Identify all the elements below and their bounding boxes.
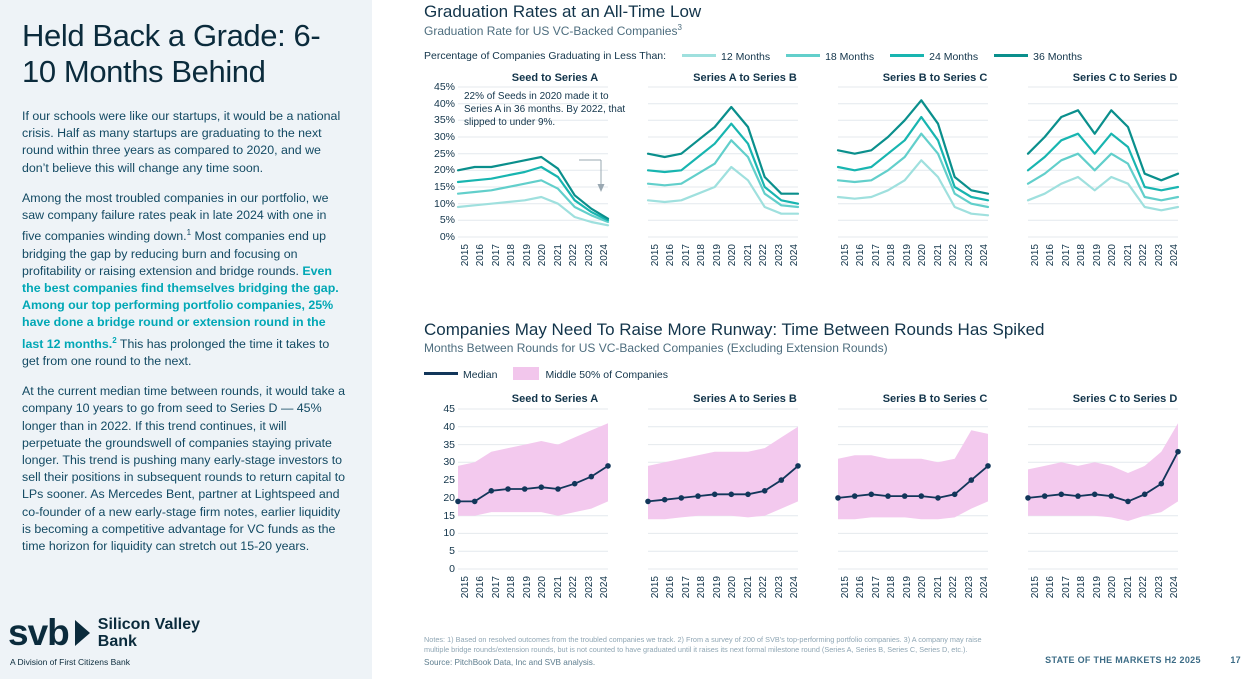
chart2-panel-svg-3	[1028, 409, 1178, 569]
chart1-panel-1	[648, 87, 838, 242]
paragraph-2-part-a: Among the most troubled companies in our portfolio, we saw company failure rates peak in late 2024 with one in five companies winding down.	[22, 190, 329, 244]
chart1-xtick: 2022	[1138, 244, 1150, 267]
chart2-xtick: 2018	[1076, 576, 1088, 599]
chart1-ytick-40: 40%	[433, 97, 455, 110]
chart1-xtick: 2024	[978, 244, 990, 267]
chart2-xlabels-3	[1030, 576, 1220, 598]
chart1-xtick: 2019	[1091, 244, 1103, 267]
source-text: Source: PitchBook Data, Inc and SVB analysis.	[424, 657, 596, 667]
chart2-xtick: 2023	[773, 576, 785, 599]
chart2-xtick: 2023	[963, 576, 975, 599]
chart2-ytick-0: 0	[449, 563, 455, 575]
chart2-xtick: 2017	[870, 576, 882, 599]
chart2-xtick: 2020	[1107, 576, 1119, 599]
chart1-xtick: 2021	[742, 244, 754, 267]
chart2-xtick: 2019	[901, 576, 913, 599]
chart2-xtick: 2018	[886, 576, 898, 599]
chart2-y-axis	[424, 403, 458, 575]
chart2-ytick-20: 20	[443, 491, 455, 504]
chart2-xtick: 2015	[1030, 576, 1041, 599]
chart1-xtick: 2020	[727, 244, 739, 267]
chart2-xtick: 2020	[537, 576, 549, 599]
chart2-xtick: 2015	[460, 576, 471, 599]
chart1-xtick: 2015	[1030, 244, 1041, 267]
paragraph-2-part-c: This has prolonged the time it takes to get from one round to the next.	[22, 336, 330, 368]
chart2-xtick: 2017	[1060, 576, 1072, 599]
footnote-marker-1: 1	[186, 228, 192, 238]
chart2-panel-title-2: Series B to Series C	[882, 393, 988, 405]
footer-deck-title	[1045, 655, 1241, 665]
chart1-panel-3	[1028, 87, 1218, 242]
chart1-xtick: 2018	[696, 244, 708, 267]
chart2-xtick: 2022	[568, 576, 580, 599]
chart1-ytick-5: 5%	[439, 214, 455, 227]
chart2-xtick: 2021	[552, 576, 564, 599]
chart1-xtick: 2017	[680, 244, 692, 267]
chart1-legend-prefix: Percentage of Companies Graduating in Less Than:	[424, 50, 667, 62]
chart1-ytick-25: 25%	[433, 147, 455, 160]
chart1-xtick: 2023	[773, 244, 785, 267]
chart2-xtick: 2022	[1138, 576, 1150, 599]
chart2-panel-3	[1028, 409, 1218, 574]
chart1-xtick: 2023	[1153, 244, 1165, 267]
chart1-xtick: 2022	[758, 244, 770, 267]
chart1-xtick: 2024	[598, 244, 610, 267]
chart2-xlabels-0	[460, 576, 650, 598]
chart1-xtick: 2016	[665, 244, 677, 267]
chart1-xtick: 2021	[932, 244, 944, 267]
chart2-subtitle: Months Between Rounds for US VC-Backed Companies (Excluding Extension Rounds)	[424, 341, 888, 355]
legend-item-24-months	[890, 47, 978, 65]
chart2-xtick: 2017	[680, 576, 692, 599]
chart1-xtick: 2021	[1122, 244, 1134, 267]
chart1-ytick-45: 45%	[433, 81, 455, 93]
chart2-title: Companies May Need To Raise More Runway: Time Between Rounds Has Spiked	[424, 320, 1045, 339]
chart2-ytick-35: 35	[443, 438, 455, 451]
chart1-xtick: 2024	[788, 244, 800, 267]
body-paragraph-3: At the current median time between rounds, it would take a company 10 years to go from seed to Series D — 45% longer than in 2022. If this trend continues, it will perpetuate the groundswell of companies staying private longer. This trend is pushing many early-stage investors to sell their positions in subsequent rounds to return capital to LPs sooner. As Mercedes Bent, partner at Lightspeed and co-founder of a new early-stage firm notes, earlier liquidity is becoming a competitive advantage for VC funds as the time horizon for liquidity can stretch out 15-20 years.	[22, 384, 346, 553]
chart2-ytick-30: 30	[443, 456, 455, 469]
chart1-panel-title-2: Series B to Series C	[882, 72, 988, 84]
chart2-xtick: 2016	[475, 576, 487, 599]
chart1-xtick: 2018	[886, 244, 898, 267]
chart2-panel-title-3: Series C to Series D	[1072, 393, 1178, 405]
paragraph-2-part-b: Most companies end up bridging the gap by reducing burn and focusing on profitability or raising extension and bridge rounds.	[22, 229, 327, 278]
body-paragraph-2	[22, 190, 348, 370]
chart2-panels	[458, 409, 1218, 574]
chart2-xtick: 2021	[742, 576, 754, 599]
chart1-legend	[424, 47, 1244, 65]
chart1-xtick: 2018	[506, 244, 518, 267]
chart2-xtick: 2021	[932, 576, 944, 599]
chart2-xtick: 2019	[711, 576, 723, 599]
chart2-legend	[424, 365, 1244, 383]
page-number: 17	[1230, 655, 1241, 665]
chart1-subtitle-text: Graduation Rate for US VC-Backed Companies	[424, 24, 678, 38]
chart2-xtick: 2024	[978, 576, 990, 599]
chart2-xtick: 2024	[1168, 576, 1180, 599]
chart2-xtick: 2015	[840, 576, 851, 599]
chart2-ytick-40: 40	[443, 420, 455, 433]
chart2-x-axis	[424, 576, 1244, 598]
chart1-title: Graduation Rates at an All-Time Low	[424, 2, 702, 21]
chart1-xtick: 2021	[552, 244, 564, 267]
chart1-xtick: 2015	[650, 244, 661, 267]
chart1-panel-2	[838, 87, 1028, 242]
legend-label-median: Median	[463, 369, 498, 381]
chart2-ytick-45: 45	[443, 403, 455, 415]
chart2-xtick: 2024	[788, 576, 800, 599]
chart2-xtick: 2015	[650, 576, 661, 599]
chart1-xtick: 2023	[963, 244, 975, 267]
chart2-panel-svg-0	[458, 409, 608, 569]
chart2-xtick: 2022	[948, 576, 960, 599]
logo-subtitle: A Division of First Citizens Bank	[10, 657, 130, 667]
chart2-panel-1	[648, 409, 838, 574]
legend-item-18-months	[786, 47, 874, 65]
chart1-panel-svg-2	[838, 87, 988, 237]
logo-name-line-1: Silicon Valley	[97, 615, 201, 633]
chart1-xtick: 2016	[855, 244, 867, 267]
chart1-y-axis	[424, 81, 458, 243]
legend-item-median	[424, 365, 497, 383]
legend-item-36-months	[994, 47, 1082, 65]
chart2-plot-area	[424, 403, 1244, 575]
chart1-xlabels-3	[1030, 244, 1220, 266]
chart2-panel-svg-2	[838, 409, 988, 569]
chart1-xlabels-1	[650, 244, 840, 266]
chart2-xtick: 2016	[855, 576, 867, 599]
chart1-xlabels-2	[840, 244, 1030, 266]
chart-graduation-rates	[424, 2, 1244, 266]
chart1-xtick: 2017	[1060, 244, 1072, 267]
left-sidebar	[0, 0, 372, 679]
paragraph-2-highlight: Even the best companies find themselves bridging the gap. Among our top performing portfolio companies, 25% have done a bridge round or extension round in the last 12 months.	[22, 263, 339, 351]
chart1-xtick: 2022	[948, 244, 960, 267]
chart1-ytick-20: 20%	[433, 164, 455, 177]
chart2-xlabels-1	[650, 576, 840, 598]
logo-arrow-icon	[75, 620, 90, 646]
chart2-panel-title-1: Series A to Series B	[693, 393, 797, 405]
chart2-xtick: 2019	[1091, 576, 1103, 599]
chart2-panel-titles	[424, 393, 1244, 405]
chart2-xtick: 2017	[490, 576, 502, 599]
chart1-xtick: 2019	[711, 244, 723, 267]
chart2-xtick: 2023	[1153, 576, 1165, 599]
logo-row	[8, 614, 348, 651]
chart2-xtick: 2019	[521, 576, 533, 599]
footnotes	[424, 635, 984, 667]
chart1-xtick: 2022	[568, 244, 580, 267]
chart1-xtick: 2015	[460, 244, 471, 267]
chart1-ytick-30: 30%	[433, 131, 455, 143]
chart1-xtick: 2020	[537, 244, 549, 267]
chart1-xtick: 2018	[1076, 244, 1088, 267]
chart2-panel-0	[458, 409, 648, 574]
legend-item-12-months	[682, 47, 770, 65]
chart1-xtick: 2019	[521, 244, 533, 267]
chart1-xtick: 2023	[583, 244, 595, 267]
logo-name	[98, 616, 200, 650]
chart2-ytick-5: 5	[449, 545, 455, 558]
legend-label-middle-50: Middle 50% of Companies	[545, 369, 669, 381]
chart1-x-label-groups	[460, 244, 1220, 266]
chart1-x-axis	[424, 244, 1244, 266]
chart2-xtick: 2016	[1045, 576, 1057, 599]
svb-logo	[8, 614, 348, 667]
chart1-xtick: 2015	[840, 244, 851, 267]
chart1-xlabels-0	[460, 244, 650, 266]
chart2-xtick: 2018	[506, 576, 518, 599]
chart2-xtick: 2018	[696, 576, 708, 599]
chart1-subtitle	[424, 23, 1244, 38]
footnote-marker-2: 2	[112, 335, 117, 345]
chart2-xlabels-2	[840, 576, 1030, 598]
chart2-ytick-25: 25	[443, 474, 455, 487]
chart1-panel-title-0: Seed to Series A	[511, 72, 599, 84]
chart2-ytick-15: 15	[443, 509, 455, 522]
chart1-xtick: 2020	[917, 244, 929, 267]
chart1-ytick-15: 15%	[433, 181, 455, 193]
chart1-xtick: 2020	[1107, 244, 1119, 267]
page-title: Held Back a Grade: 6-10 Months Behind	[22, 18, 321, 89]
footnotes-text: Notes: 1) Based on resolved outcomes from the troubled companies we track. 2) From a survey of 200 of SVB’s top-performing portfolio companies. 3) A company may raise multiple bridge rounds/extension rounds, but is not counted to have graduated until it raises its next formal milestone round (Series A, Series B, Series C, Series D, etc.).	[424, 635, 982, 654]
chart1-xtick: 2024	[1168, 244, 1180, 267]
chart1-ytick-35: 35%	[433, 114, 455, 127]
chart2-panel-svg-1	[648, 409, 798, 569]
chart2-xtick: 2016	[665, 576, 677, 599]
chart2-xtick: 2021	[1122, 576, 1134, 599]
chart2-x-label-groups	[460, 576, 1220, 598]
chart1-annotation: 22% of Seeds in 2020 made it to Series A in 36 months. By 2022, that slipped to under 9%.	[464, 91, 626, 128]
chart2-xtick: 2020	[917, 576, 929, 599]
legend-item-middle-50	[513, 365, 668, 383]
legend-label-36-months: 36 Months	[1033, 51, 1083, 63]
svb-wordmark: svb	[8, 612, 69, 653]
chart1-panel-titles	[424, 72, 1244, 84]
chart-time-between-rounds	[424, 320, 1244, 598]
chart1-xtick: 2016	[475, 244, 487, 267]
chart2-xtick: 2022	[758, 576, 770, 599]
chart2-xtick: 2020	[727, 576, 739, 599]
chart1-subtitle-footnote: 3	[677, 23, 682, 32]
logo-name-line-2: Bank	[97, 632, 137, 650]
chart2-ytick-10: 10	[443, 527, 455, 540]
chart1-xtick: 2017	[490, 244, 502, 267]
chart2-panel-2	[838, 409, 1028, 574]
chart1-ytick-0: 0%	[439, 231, 455, 243]
chart1-panel-title-3: Series C to Series D	[1072, 72, 1178, 84]
chart1-panel-svg-3	[1028, 87, 1178, 237]
right-content	[372, 0, 1255, 679]
chart2-xtick: 2023	[583, 576, 595, 599]
annotation-arrow-icon	[577, 122, 617, 192]
chart1-xtick: 2016	[1045, 244, 1057, 267]
deck-title-text: STATE OF THE MARKETS H2 2025	[1045, 655, 1201, 665]
chart2-panel-title-0: Seed to Series A	[511, 393, 599, 405]
body-paragraph-1: If our schools were like our startups, it would be a national crisis. Half as many startups are graduating to the next round within three years as compared to 2020, and we don’t believe this will change any time soon.	[22, 109, 341, 175]
legend-label-24-months: 24 Months	[929, 51, 979, 63]
legend-label-18-months: 18 Months	[825, 51, 875, 63]
chart1-panel-svg-1	[648, 87, 798, 237]
chart2-xtick: 2024	[598, 576, 610, 599]
chart1-ytick-10: 10%	[433, 197, 455, 210]
chart1-xtick: 2017	[870, 244, 882, 267]
chart1-xtick: 2019	[901, 244, 913, 267]
chart1-panel-title-1: Series A to Series B	[693, 72, 797, 84]
legend-label-12-months: 12 Months	[721, 51, 771, 63]
